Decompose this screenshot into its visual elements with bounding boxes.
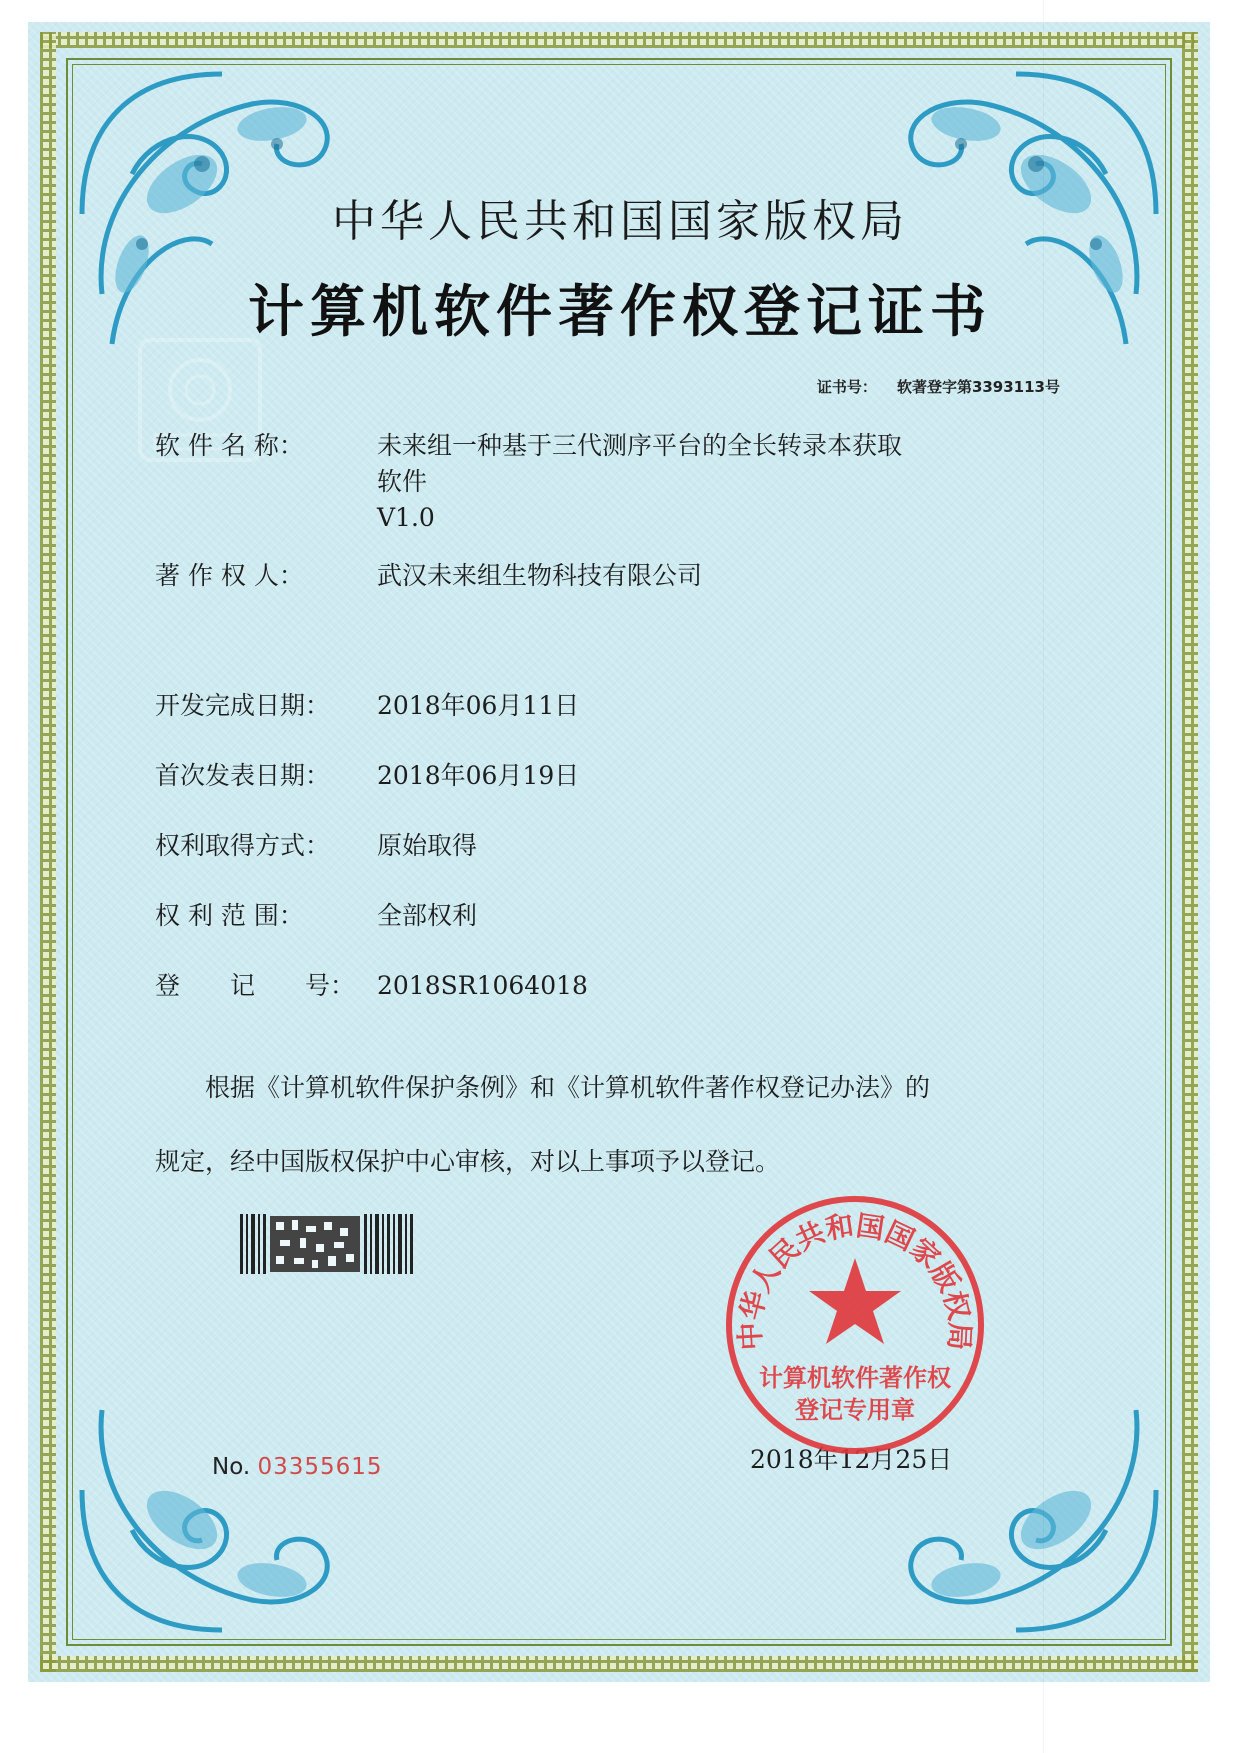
software-name-line1: 未来组一种基于三代测序平台的全长转录本获取 (377, 431, 903, 460)
field-label: 著 作 权 人： (155, 561, 304, 590)
software-name-value (377, 428, 1037, 536)
qr-barcode (240, 1214, 416, 1274)
serial-label: No. (212, 1454, 251, 1480)
field-dev-date (155, 688, 580, 724)
scan-edge-line (1043, 0, 1044, 1753)
field-publish-date (155, 758, 580, 794)
field-registration-number (155, 968, 588, 1004)
field-value: 2018SR1064018 (377, 971, 588, 1000)
field-value: 2018年06月11日 (377, 691, 580, 720)
field-owner (155, 558, 703, 594)
seal-line-1: 计算机软件著作权 (759, 1364, 951, 1392)
software-version: V1.0 (377, 503, 435, 532)
field-value: 原始取得 (377, 831, 478, 860)
field-label: 权 利 范 围： (155, 901, 304, 930)
certificate-title: 计算机软件著作权登记证书 (248, 280, 992, 345)
field-value: 2018年06月19日 (377, 761, 580, 790)
serial-number (212, 1454, 383, 1480)
field-acquire-method (155, 828, 478, 864)
field-label: 首次发表日期： (155, 761, 331, 790)
issue-date: 2018年12月25日 (750, 1445, 953, 1474)
field-software-name (155, 428, 903, 532)
seal-ring-text: 中华人民共和国国家版权局 (733, 1208, 977, 1352)
field-scope (155, 898, 478, 934)
field-value: 武汉未来组生物科技有限公司 (377, 561, 703, 590)
field-label: 软 件 名 称： (155, 431, 304, 460)
issuer-title: 中华人民共和国国家版权局 (332, 196, 908, 247)
seal-line-2: 登记专用章 (795, 1396, 915, 1424)
field-value: 全部权利 (377, 901, 478, 930)
certificate-number-value: 软著登字第3393113号 (896, 378, 1060, 396)
official-seal (720, 1190, 990, 1460)
field-label: 登 记 号： (155, 971, 356, 1000)
certificate-number (817, 376, 1060, 397)
software-name-line2: 软件 (377, 467, 428, 496)
statement-line-2: 规定，经中国版权保护中心审核，对以上事项予以登记。 (155, 1147, 781, 1176)
certificate-number-label: 证书号： (816, 378, 877, 396)
greek-key-border-top (40, 32, 1198, 48)
field-label: 权利取得方式： (155, 831, 331, 860)
seal-star-icon (809, 1258, 901, 1344)
field-label: 开发完成日期： (155, 691, 331, 720)
serial-value: 03355615 (257, 1454, 383, 1480)
corner-ornament-bottom-left (72, 1340, 372, 1640)
statement-line-1: 根据《计算机软件保护条例》和《计算机软件著作权登记办法》的 (205, 1073, 931, 1102)
greek-key-border-bottom (40, 1656, 1198, 1672)
